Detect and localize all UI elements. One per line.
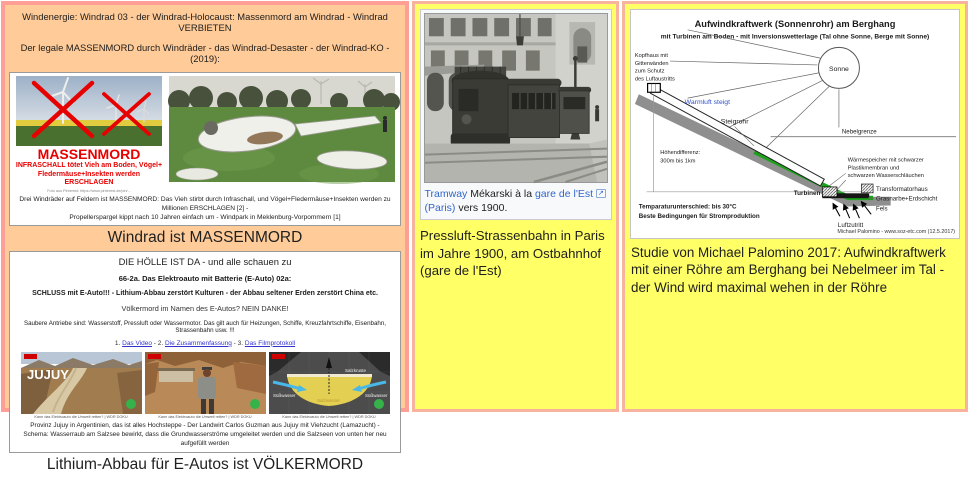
tram-description: Pressluft-Strassenbahn in Paris im Jahre 1900, am Ostbahnhof (gare de l'Est): [420, 228, 605, 278]
kopfhaus-label: [635, 53, 675, 82]
warmluft-label: Warmluft steigt: [684, 98, 730, 106]
video-links: 1. Das Video - 2. Die Zusammenfassung - 3. Das Filmprotokoll: [114, 339, 296, 347]
suesswasser-label: Süßwasser: [272, 392, 296, 398]
saltlake-schema-image: [269, 352, 390, 414]
svg-text:des Luftaustritts: des Luftaustritts: [634, 76, 675, 83]
svg-text:300m bis 1km: 300m bis 1km: [660, 158, 696, 165]
infraschall-line2: Fledermäuse+Insekten werden ERSCHLAGEN: [37, 170, 141, 187]
jujuy-caption: Provinz Jujuy in Argentinien, das ist alles Hochsteppe - Der Landwirt Carlos Guzman aus Jujuy mit Viehzucht (Lamazucht) - Schema: Wasserraub am Salzsee bewirkt, dass die Grundwasserströme umgeleitet werden und die Salzseen von unten her neu aufgefüllt werden: [23, 421, 387, 447]
link-paris[interactable]: (Paris): [424, 202, 456, 215]
link-filmprotokoll[interactable]: Das Filmprotokoll: [244, 339, 296, 347]
video-badge: [250, 399, 260, 409]
updraft-power-plant-diagram: [630, 9, 960, 239]
wiki-thumbnail: [420, 9, 612, 220]
svg-text:Temparaturunterschied: bis 30°: Temparaturunterschied: bis 30°C: [638, 203, 737, 211]
video-thumbnails: [12, 352, 398, 419]
street: [425, 139, 607, 182]
farmer-image: [145, 352, 266, 414]
broadcaster-logo: [24, 354, 37, 359]
jujuy-label: JUJUY: [26, 366, 69, 382]
video-badge: [374, 399, 384, 409]
hut-roof: [157, 368, 195, 371]
svg-text:zum Schutz: zum Schutz: [634, 68, 665, 75]
hut: [159, 371, 193, 382]
windturbines-crossed-image: [16, 76, 162, 146]
header-line-1: Windenergie: Windrad 03 - der Windrad-Holocaust: Massenmord am Windrad - Windrad VERBIETEN: [22, 11, 388, 34]
link-gare-de-lest[interactable]: gare de l'Est: [534, 188, 594, 200]
sun-rays: [670, 30, 831, 152]
wiki-caption: Tramway Mékarski à la gare de l'Est ↗ (Paris) vers 1900.: [424, 188, 604, 215]
svg-text:Gitterwänden: Gitterwänden: [634, 60, 669, 67]
diagram-subtitle: mit Turbinen am Boden - mit Inversionswetterlage (Tal ohne Sonne, Berge mit Sonne): [660, 33, 930, 41]
kopfhaus-box: [648, 83, 661, 92]
svg-text:Höhendifferenz:: Höhendifferenz:: [660, 149, 701, 156]
thumb-jujuy-valley: [21, 352, 142, 419]
waermespeicher-label: [848, 158, 924, 180]
crossed-turbines-column: [16, 76, 163, 193]
suesswasser-label: Süßwasser: [364, 392, 388, 398]
fels-label: Fels: [876, 205, 888, 213]
video-badge: [126, 399, 136, 409]
thumb-farmer: [145, 352, 266, 419]
person-figure: [383, 116, 387, 132]
middle-panel: [412, 1, 619, 412]
fallen-turbine-column: [169, 76, 395, 182]
eauto-content-box: [9, 251, 401, 453]
sonne-label: Sonne: [829, 65, 849, 73]
svg-text:schwarzen Wasserschläuchen: schwarzen Wasserschläuchen: [847, 173, 924, 180]
left-panel: [1, 1, 409, 473]
video-caption: Kann das Elektroauto die Umwelt retten? | WDR DOKU: [34, 414, 128, 419]
banner-windrad-massenmord: Windrad ist MASSENMORD: [107, 228, 303, 246]
salzwasser-label: Salzwasser: [316, 397, 340, 403]
svg-text:Wärmespeicher mit schwarzer: Wärmespeicher mit schwarzer: [847, 157, 924, 164]
svg-text:Plastikmembran und: Plastikmembran und: [847, 165, 900, 172]
fallen-windturbine-image: [169, 76, 395, 182]
broadcaster-logo: [272, 354, 285, 359]
pedestrian-figure: [595, 105, 599, 121]
massenmord-title: MASSENMORD: [37, 146, 141, 163]
link-das-video[interactable]: Das Video: [122, 339, 152, 347]
external-link-icon[interactable]: ↗: [598, 190, 604, 197]
salzkruste-label: Salzkruste: [344, 367, 366, 373]
diagram-credit: Michael Palomino - www.soz-etc.com (12.5.2017): [837, 228, 956, 235]
temperature-note: [639, 203, 760, 220]
voelkermord-line: Völkermord im Namen des E-Autos? NEIN DANKE!: [121, 303, 289, 313]
hoelle-line: DIE HÖLLE IST DA - und alle schauen zu: [118, 255, 292, 267]
image-caption: Drei Windräder auf Feldern ist MASSENMORD: Das Vieh stirbt durch Infraschall, und Vögel+Fledermäuse+Insekten werden zu Millionen ERSCHLAGEN [2] - Propellerspargel kippt nach 10 Jahren einfach um - Windpark in Meklenburg-Vorpommern [1]: [19, 196, 391, 221]
hoehendifferenz-label: [660, 150, 700, 165]
infraschall-line1: INFRASCHALL tötet Vieh am Boden, Vögel+: [15, 161, 163, 169]
turbinen-label: Turbinen: [793, 189, 821, 197]
svg-text:Beste Bedingungen für Strompro: Beste Bedingungen für Stromproduktion: [638, 213, 760, 221]
section-number-line: 66-2a. Das Elektroauto mit Batterie (E-Auto) 02a:: [118, 273, 292, 283]
jujuy-aerial-image: [21, 352, 142, 414]
left-panel-header: [5, 5, 405, 64]
tram-photo[interactable]: [424, 13, 608, 183]
video-caption: Kann das Elektroauto die Umwelt retten? | WDR DOKU: [282, 414, 376, 419]
banner-lithium-voelkermord: Lithium-Abbau für E-Autos ist VÖLKERMORD: [46, 455, 364, 473]
broadcaster-logo: [148, 354, 161, 359]
luftzutritt-label: Luftzutritt: [837, 221, 864, 229]
saubere-antriebe-line: Saubere Antriebe sind: Wasserstoff, Pressluft oder Wassermotor. Das gilt auch für Heizungen, Schiffe, Kreuzfahrtschiffe, Eisenbahn, Strassenbahn usw. !!!: [23, 319, 387, 334]
photo-credit: Foto aus Pinterest: https://www.pinterest.de/pin/...: [47, 189, 131, 194]
blade-piece: [176, 168, 218, 180]
transformatorhaus-label: Transformatorhaus: [876, 185, 928, 193]
link-zusammenfassung[interactable]: Die Zusammenfassung: [165, 339, 232, 347]
schluss-line: SCHLUSS mit E-Auto!!! - Lithium-Abbau zerstört Kulturen - der Abbau seltener Erden zerstört China etc.: [32, 289, 378, 297]
header-line-2: Der legale MASSENMORD durch Windräder - das Windrad-Desaster - der Windrad-KO - (2019):: [20, 41, 390, 64]
thumb-saltlake-schema: [269, 352, 390, 419]
link-tramway[interactable]: Tramway: [424, 188, 468, 200]
study-description: Studie von Michael Palomino 2017: Aufwindkraftwerk mit einer Röhre am Berghang bei Nebelmeer im Tal - der Wind wird maximal wehen in der Röhre: [631, 245, 946, 295]
steigrohr-label: Steigrohr: [720, 118, 749, 126]
svg-text:Kopfhaus mit: Kopfhaus mit: [634, 53, 668, 60]
right-panel: [622, 1, 968, 412]
windrad-content-box: [9, 72, 401, 226]
grasnarbe-label: Grasnarbe+Erdschicht: [876, 195, 938, 203]
nebelgrenze-label: Nebelgrenze: [841, 128, 877, 136]
video-caption: Kann das Elektroauto die Umwelt retten? | WDR DOKU: [158, 414, 252, 419]
diagram-title: Aufwindkraftwerk (Sonnenrohr) am Berghang: [694, 18, 896, 29]
